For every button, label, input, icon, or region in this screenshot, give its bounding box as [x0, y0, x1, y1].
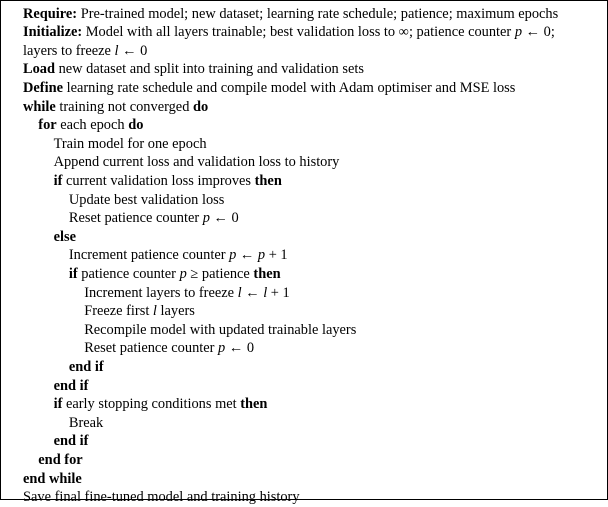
algorithm-line — [1, 321, 607, 340]
math-variable: p — [514, 24, 523, 41]
algorithm-text: ← 0 — [209, 210, 239, 227]
algorithm-line — [1, 79, 607, 98]
math-variable: l — [237, 284, 242, 301]
algorithm-text: each epoch — [56, 117, 129, 134]
algorithm-line — [1, 432, 607, 451]
algorithm-text: Freeze first — [84, 303, 153, 320]
algorithm-text: Save final fine-tuned model and training history — [23, 489, 300, 506]
algorithm-text: + 1 — [265, 247, 288, 264]
algorithm-text: ≥ patience — [186, 265, 254, 282]
math-variable: l — [114, 42, 119, 59]
algorithm-text: learning rate schedule and compile model with Adam optimiser and MSE loss — [62, 79, 516, 96]
math-variable: p — [202, 210, 210, 227]
algorithm-line — [1, 228, 607, 247]
algorithm-text: ← 0 — [225, 340, 255, 357]
algorithm-line — [1, 339, 607, 358]
algorithm-line — [1, 358, 607, 377]
algorithm-line — [1, 377, 607, 396]
algorithm-line — [1, 5, 607, 24]
algorithm-keyword: if — [53, 396, 63, 413]
algorithm-line — [1, 153, 607, 172]
algorithm-keyword: do — [193, 98, 209, 115]
algorithm-text: ← — [236, 247, 258, 264]
algorithm-text: ← 0 — [118, 42, 148, 59]
algorithm-keyword: end if — [53, 377, 89, 394]
algorithm-line — [1, 302, 607, 321]
algorithm-text: Reset patience counter — [68, 210, 203, 227]
algorithm-text: Recompile model with updated trainable layers — [84, 321, 357, 338]
algorithm-text: current validation loss improves — [62, 172, 255, 189]
math-variable: l — [263, 284, 268, 301]
algorithm-text: Break — [68, 414, 104, 431]
algorithm-text: layers to freeze — [23, 42, 115, 59]
algorithm-text: ← 0; — [522, 24, 555, 41]
algorithm-text: Update best validation loss — [68, 191, 225, 208]
algorithm-line — [1, 395, 607, 414]
math-variable: p — [229, 247, 237, 264]
math-variable: l — [152, 303, 157, 320]
algorithm-keyword: while — [23, 98, 56, 115]
algorithm-line — [1, 98, 607, 117]
algorithm-line — [1, 488, 607, 507]
algorithm-line — [1, 451, 607, 470]
algorithm-line — [1, 116, 607, 135]
algorithm-line — [1, 414, 607, 433]
algorithm-line — [1, 265, 607, 284]
algorithm-text: layers — [156, 303, 195, 320]
algorithm-keyword: Require: — [23, 5, 78, 22]
algorithm-text: + 1 — [267, 284, 290, 301]
algorithm-keyword: end for — [38, 451, 83, 468]
algorithm-text: early stopping conditions met — [62, 396, 241, 413]
algorithm-text: Model with all layers trainable; best validation loss to ∞; patience counter — [82, 24, 515, 41]
algorithm-keyword: if — [68, 265, 78, 282]
algorithm-keyword: then — [253, 265, 281, 282]
algorithm-line — [1, 191, 607, 210]
algorithm-text: Increment patience counter — [68, 247, 230, 264]
algorithm-line — [1, 135, 607, 154]
algorithm-line — [1, 209, 607, 228]
algorithm-keyword: do — [128, 117, 144, 134]
algorithm-text: Reset patience counter — [84, 340, 219, 357]
algorithm-line — [1, 246, 607, 265]
algorithm-text: ← — [241, 284, 264, 301]
math-variable: p — [179, 265, 187, 282]
algorithm-line — [1, 60, 607, 79]
algorithm-line — [1, 470, 607, 489]
algorithm-text: Append current loss and validation loss to history — [53, 154, 340, 171]
algorithm-text: Pre-trained model; new dataset; learning rate schedule; patience; maximum epochs — [77, 5, 559, 22]
algorithm-keyword: if — [53, 172, 63, 189]
algorithm-text: new dataset and split into training and validation sets — [55, 61, 364, 78]
algorithm-keyword: end if — [68, 358, 104, 375]
algorithm-line — [1, 284, 607, 303]
algorithm-line — [1, 172, 607, 191]
algorithm-keyword: Define — [23, 79, 63, 96]
algorithm-keyword: then — [254, 172, 282, 189]
algorithm-keyword: Load — [23, 61, 55, 78]
algorithm-text: Train model for one epoch — [53, 135, 207, 152]
algorithm-text: training not converged — [55, 98, 193, 115]
math-variable: p — [257, 247, 266, 264]
math-variable: p — [218, 340, 226, 357]
algorithm-line — [1, 23, 607, 42]
algorithm-text: Increment layers to freeze — [84, 284, 238, 301]
algorithm-keyword: Initialize: — [23, 24, 83, 41]
algorithm-keyword: then — [240, 396, 268, 413]
algorithm-keyword: end if — [53, 433, 89, 450]
algorithm-line — [1, 42, 607, 61]
algorithm-text: patience counter — [77, 265, 180, 282]
algorithm-keyword: for — [38, 117, 57, 134]
algorithm-keyword: else — [53, 228, 76, 245]
algorithm-keyword: end while — [23, 470, 82, 487]
